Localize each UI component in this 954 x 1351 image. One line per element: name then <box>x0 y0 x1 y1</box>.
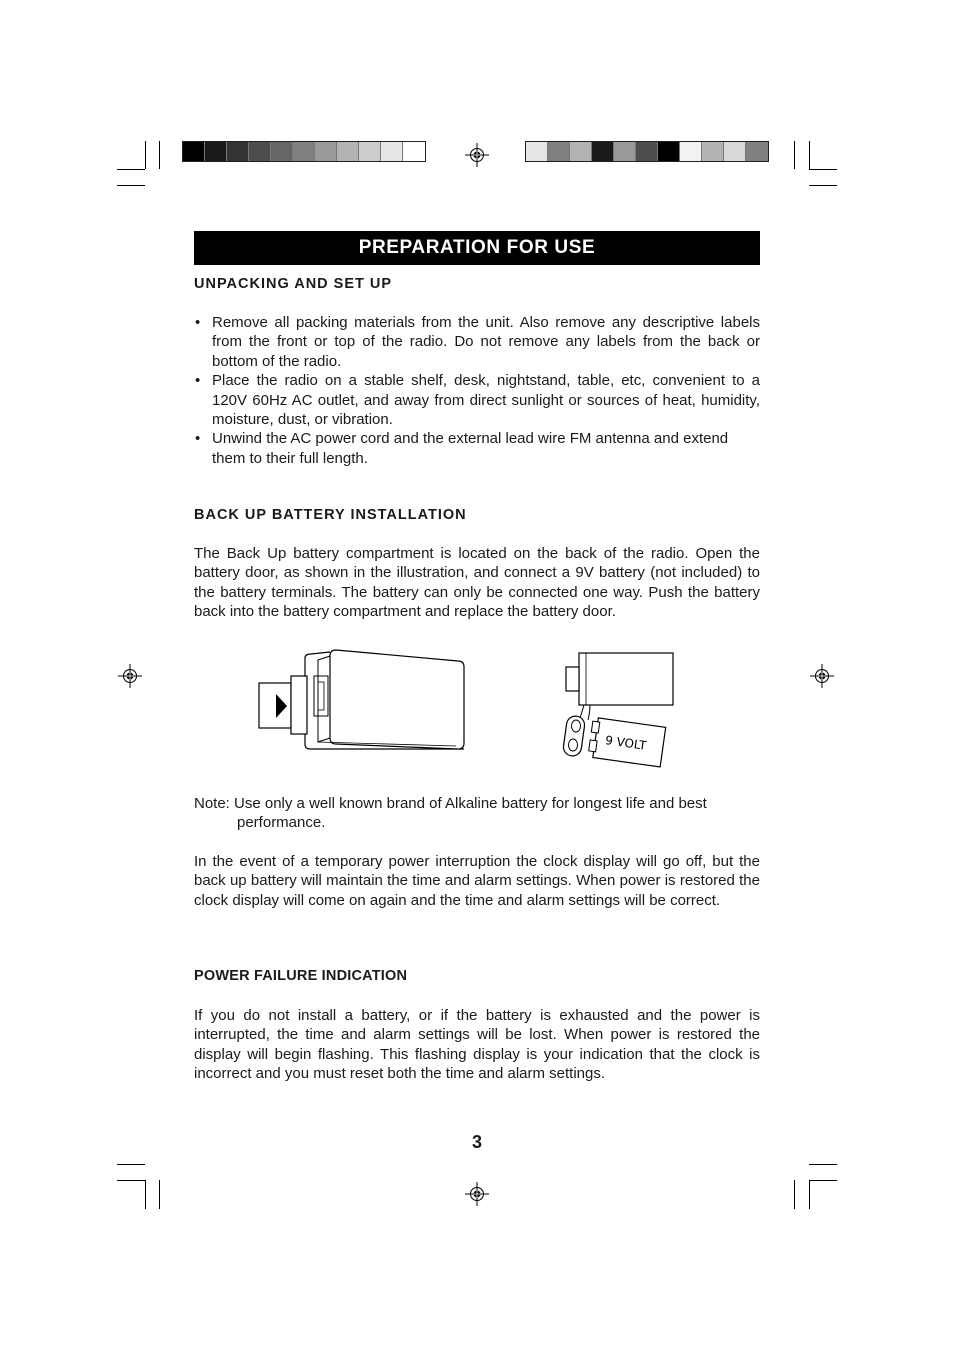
crop-mark-bottom-left-v <box>145 1180 146 1209</box>
color-swatch <box>658 142 680 161</box>
color-swatch <box>570 142 592 161</box>
list-item: • Place the radio on a stable shelf, desk, nightstand, table, etc, convenient to a 120V 60Hz AC outlet, and away from direct sunlight or sources of heat, humidity, moisture, dust, or vibration. <box>194 371 760 429</box>
color-swatch <box>271 142 293 161</box>
registration-mark-bottom <box>465 1182 489 1206</box>
nine-volt-battery-illustration <box>560 648 678 772</box>
page-title-bar <box>194 231 760 265</box>
note-text-continued: performance. <box>237 814 326 832</box>
battery-label-text: 9 VOLT <box>604 733 648 753</box>
battery-compartment-illustration <box>256 646 468 754</box>
note-block <box>194 794 760 833</box>
crop-mark-bottom-right-h2 <box>809 1180 837 1181</box>
section-heading-battery: BACK UP BATTERY INSTALLATION <box>194 507 467 523</box>
crop-mark-top-left-h <box>117 169 145 170</box>
color-swatch <box>293 142 315 161</box>
crop-mark-top-left-v2 <box>159 141 160 169</box>
color-calibration-bar-right <box>525 141 769 162</box>
color-swatch <box>359 142 381 161</box>
registration-mark-left <box>118 664 142 688</box>
color-swatch <box>249 142 271 161</box>
list-item: • Remove all packing materials from the unit. Also remove any descriptive labels from the front or top of the radio. Do not remove any labels from the back or bottom of the radio. <box>194 313 760 371</box>
section-heading-unpacking: UNPACKING AND SET UP <box>194 276 393 292</box>
crop-mark-bottom-left-h <box>117 1164 145 1165</box>
power-failure-paragraph: If you do not install a battery, or if the battery is exhausted and the power is interrupted, the time and alarm settings will be lost. When power is restored the display will begin flashing. This flashing display is your indication that the clock is incorrect and you must reset both the time and alarm settings. <box>194 1007 760 1083</box>
registration-mark-right <box>810 664 834 688</box>
color-swatch <box>315 142 337 161</box>
crop-mark-top-right-v <box>794 141 795 169</box>
color-swatch <box>403 142 425 161</box>
crop-mark-bottom-right-v2 <box>809 1180 810 1209</box>
note-text: Use only a well known brand of Alkaline battery for longest life and best <box>234 795 707 812</box>
crop-mark-top-right-h2 <box>809 185 837 186</box>
color-swatch <box>680 142 702 161</box>
page-title: PREPARATION FOR USE <box>358 237 596 258</box>
power-interruption-paragraph: In the event of a temporary power interruption the clock display will go off, but the back up battery will maintain the time and alarm settings. When power is restored the clock display will come on again and the time and alarm settings will be correct. <box>194 853 760 909</box>
color-swatch <box>337 142 359 161</box>
note-label: Note: <box>194 795 230 812</box>
color-swatch <box>614 142 636 161</box>
color-swatch <box>636 142 658 161</box>
color-swatch <box>746 142 768 161</box>
crop-mark-top-left-v <box>145 141 146 169</box>
battery-instructions-paragraph: The Back Up battery compartment is located on the back of the radio. Open the battery door, as shown in the illustration, and connect a 9V battery (not included) to the battery terminals. The battery can only be connected one way. Push the battery back into the battery compartment and replace the battery door. <box>194 545 760 621</box>
crop-mark-bottom-left-v2 <box>159 1180 160 1209</box>
list-item: • Unwind the AC power cord and the external lead wire FM antenna and extend them to their full length. <box>194 429 760 468</box>
color-swatch <box>526 142 548 161</box>
crop-mark-bottom-right-h <box>809 1164 837 1165</box>
crop-mark-top-right-h <box>809 169 837 170</box>
color-swatch <box>183 142 205 161</box>
color-swatch <box>592 142 614 161</box>
color-swatch <box>227 142 249 161</box>
section-heading-power-failure: POWER FAILURE INDICATION <box>194 968 408 984</box>
page-number: 3 <box>471 1132 482 1152</box>
color-swatch <box>724 142 746 161</box>
crop-mark-top-left-h2 <box>117 185 145 186</box>
color-swatch <box>548 142 570 161</box>
color-swatch <box>702 142 724 161</box>
crop-mark-bottom-left-h2 <box>117 1180 145 1181</box>
crop-mark-top-right-v2 <box>809 141 810 169</box>
registration-mark-top <box>465 143 489 167</box>
color-swatch <box>381 142 403 161</box>
crop-mark-bottom-right-v <box>794 1180 795 1209</box>
color-calibration-bar-left <box>182 141 426 162</box>
color-swatch <box>205 142 227 161</box>
unpacking-bullet-list <box>194 313 760 468</box>
